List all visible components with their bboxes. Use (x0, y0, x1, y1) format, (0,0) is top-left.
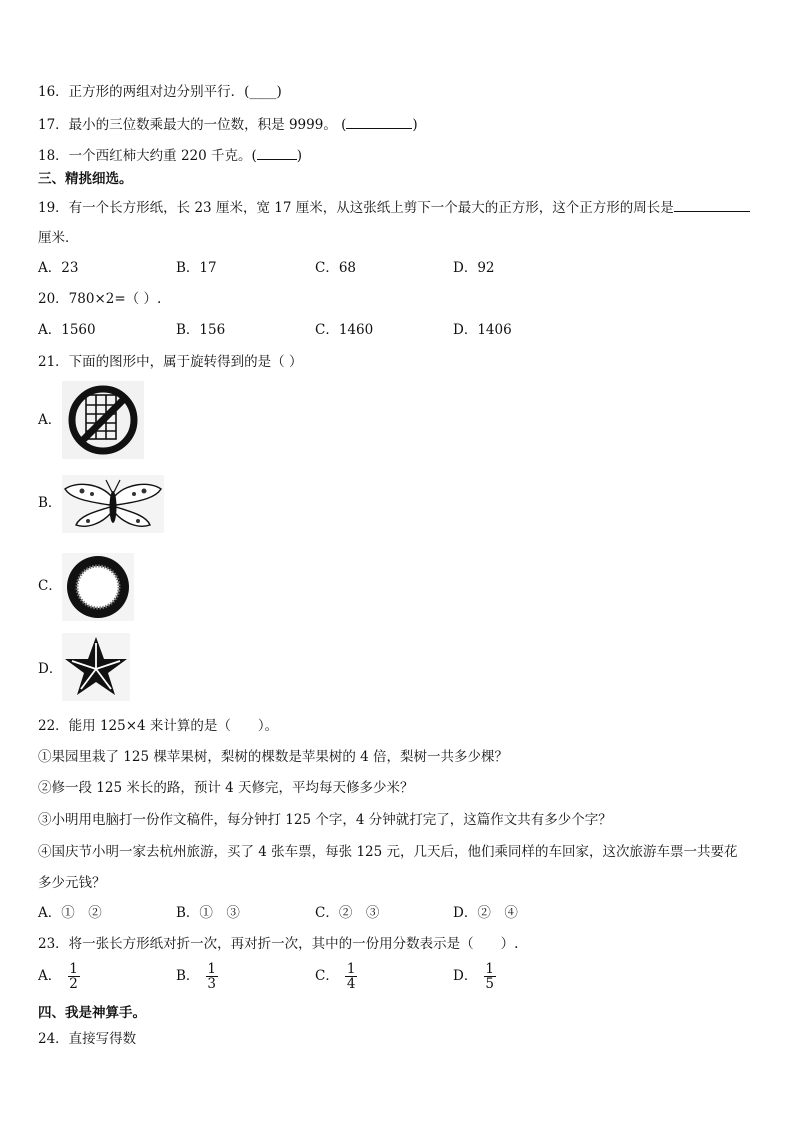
option-c[interactable]: C．68 (315, 260, 357, 276)
fraction: $\frac{1}{2}$ (69, 961, 78, 992)
option-d-label: D． (453, 968, 478, 984)
question-22: 22．能用 125×4 来计算的是（ ）。 (38, 718, 279, 734)
list-item: ②修一段 125 米长的路，预计 4 天修完，平均每天修多少米？ (38, 780, 414, 796)
option-a-label: A． (38, 412, 62, 428)
question-24: 24．直接写得数 (38, 1031, 137, 1047)
option-b-label: B． (38, 495, 62, 511)
question-16 (38, 82, 282, 102)
question-23: 23．将一张长方形纸对折一次，再对折一次，其中的一份用分数表示是（ ）. (38, 936, 519, 952)
question-21: 21．下面的图形中，属于旋转得到的是（ ） (38, 354, 303, 370)
option-b-label: B． (176, 968, 200, 984)
question-18 (38, 145, 302, 166)
option-c[interactable]: C．1460 (315, 322, 374, 338)
question-20: 20．780×2=（ ）. (38, 291, 162, 307)
option-b[interactable]: B．17 (176, 260, 217, 276)
option-d-label: D． (38, 661, 63, 677)
option-b[interactable]: B．156 (176, 322, 226, 338)
close-paren: ) (296, 148, 303, 164)
fraction: $\frac{1}{4}$ (346, 961, 356, 992)
question-17-text: 17．最小的三位数乘最大的一位数，积是 9999。 ( (38, 117, 347, 133)
option-d[interactable]: D．92 (453, 260, 495, 276)
close-paren: ) (412, 117, 418, 133)
fraction: $\frac{1}{3}$ (207, 961, 217, 992)
option-b[interactable]: B．① ③ (176, 905, 240, 921)
question-16-text: 16．正方形的两组对边分别平行．( (38, 84, 250, 100)
fraction: $\frac{1}{5}$ (485, 961, 494, 992)
option-d[interactable]: D．② ④ (453, 905, 518, 921)
question-19-text: 19．有一个长方形纸，长 23 厘米，宽 17 厘米，从这张纸上剪下一个最大的正方形，这个正方形的周长是 (38, 200, 674, 216)
list-item: ③小明用电脑打一份作文稿件，每分钟打 125 个字，4 分钟就打完了，这篇作文共有多少个字？ (38, 812, 612, 828)
option-b[interactable] (176, 962, 218, 991)
answer-blank[interactable]: ____ (249, 84, 277, 100)
no-sign-icon[interactable] (62, 381, 144, 459)
list-item: ④国庆节小明一家去杭州旅游，买了 4 张车票，每张 125 元，几天后，他们乘同样的车回家，这次旅游车票一共要花 (38, 844, 738, 860)
list-item-continuation: 多少元钱？ (38, 875, 106, 891)
option-d[interactable] (453, 962, 496, 991)
answer-blank[interactable] (674, 197, 750, 212)
option-a[interactable]: A．23 (38, 260, 79, 276)
option-a-label: A． (38, 968, 62, 984)
ring-icon[interactable] (62, 553, 134, 621)
option-a[interactable]: A．① ② (38, 905, 102, 921)
butterfly-icon[interactable] (62, 475, 164, 533)
star-icon[interactable] (62, 633, 130, 701)
question-17 (38, 114, 418, 135)
option-c-label: C． (315, 968, 339, 984)
answer-blank[interactable] (257, 145, 297, 160)
question-19 (38, 197, 750, 218)
option-c[interactable] (315, 962, 357, 991)
question-19-continuation: 厘米． (38, 230, 79, 246)
option-c[interactable]: C．② ③ (315, 905, 380, 921)
section-heading-4: 四、我是神算手。 (38, 1005, 146, 1021)
option-d[interactable]: D．1406 (453, 322, 512, 338)
close-paren: ) (276, 84, 282, 100)
answer-blank[interactable] (346, 114, 412, 129)
option-a[interactable] (38, 962, 80, 991)
option-c-label: C． (38, 578, 62, 594)
section-heading-3: 三、精挑细选。 (38, 171, 133, 187)
question-18-text: 18．一个西红柿大约重 220 千克。( (38, 148, 257, 164)
list-item: ①果园里栽了 125 棵苹果树，梨树的棵数是苹果树的 4 倍，梨树一共多少棵？ (38, 749, 509, 765)
option-a[interactable]: A．1560 (38, 322, 96, 338)
